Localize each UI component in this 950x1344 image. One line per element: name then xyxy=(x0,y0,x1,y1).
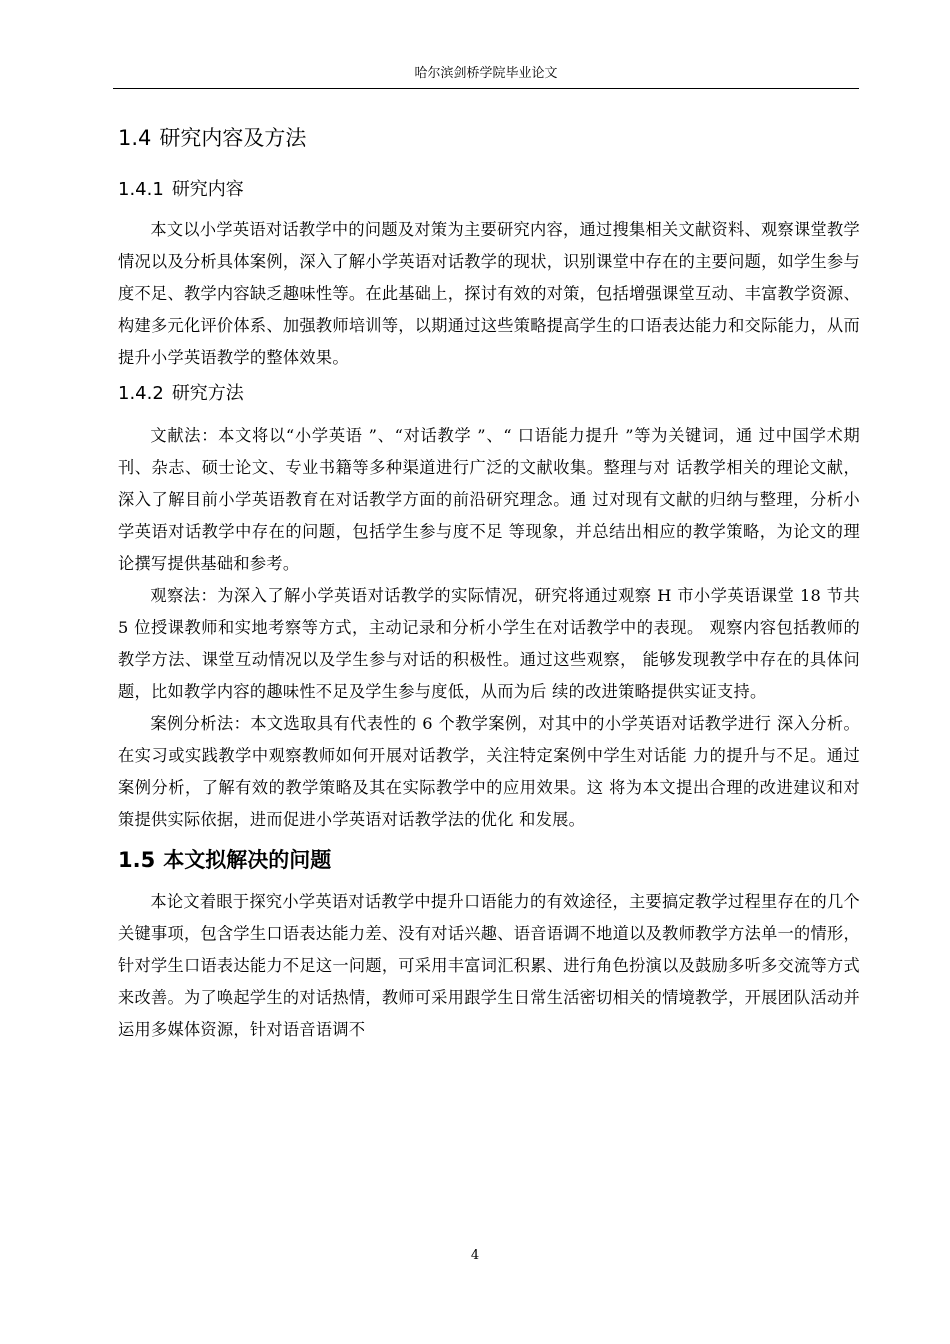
subsection-number: 1.4.1 xyxy=(118,179,164,200)
case-analysis-paragraph: 案例分析法：本文选取具有代表性的 6 个教学案例，对其中的小学英语对话教学进行 深入分析。在实习或实践教学中观察教师如何开展对话教学，关注特定案例中学生对话能 力的提升与不足。通过案例分析，了解有效的教学策略及其在实际教学中的应用效果。这 将为本文提出合理的改进建议和对策提供实际依据，进而促进小学英语对话教学法的优化 和发展。 xyxy=(118,714,860,829)
section-title: 本文拟解决的问题 xyxy=(163,848,332,872)
section-number: 1.5 xyxy=(118,848,156,872)
subsection-heading-1-4-2 xyxy=(118,376,860,412)
subsection-heading-1-4-1 xyxy=(118,172,860,208)
subsection-title: 研究内容 xyxy=(171,179,244,200)
observation-method-paragraph: 观察法：为深入了解小学英语对话教学的实际情况，研究将通过观察 H 市小学英语课堂 18 节共 5 位授课教师和实地考察等方式，主动记录和分析小学生在对话教学中的表现。 观察内容包括教师的教学方法、课堂互动情况以及学生参与对话的积极性。通过这些观察， 能够发现教学中存在的具体问题，比如教学内容的趣味性不足及学生参与度低，从而为后 续的改进策略提供实证支持。 xyxy=(118,586,860,701)
running-header xyxy=(113,60,859,89)
page-number: 4 xyxy=(470,1248,480,1263)
section-heading-1-5 xyxy=(118,840,860,880)
section-number: 1.4 xyxy=(118,126,152,150)
problems-paragraph: 本论文着眼于探究小学英语对话教学中提升口语能力的有效途径，主要搞定教学过程里存在的几个关键事项，包含学生口语表达能力差、没有对话兴趣、语音语调不地道以及教师教学方法单一的情形，针对学生口语表达能力不足这一问题，可采用丰富词汇积累、进行角色扮演以及鼓励多听多交流等方式来改善。为了唤起学生的对话热情，教师可采用跟学生日常生活密切相关的情境教学，开展团队活动并运用多媒体资源，针对语音语调不 xyxy=(118,892,860,1039)
literature-method-paragraph: 文献法：本文将以“小学英语 ”、“对话教学 ”、“ 口语能力提升 ”等为关键词，通 过中国学术期刊、杂志、硕士论文、专业书籍等多种渠道进行广泛的文献收集。整理与对 话教学相关的理论文献，深入了解目前小学英语教育在对话教学方面的前沿研究理念。通 过对现有文献的归纳与整理，分析小学英语对话教学中存在的问题，包括学生参与度不足 等现象，并总结出相应的教学策略，为论文的理论撰写提供基础和参考。 xyxy=(118,426,860,573)
subsection-number: 1.4.2 xyxy=(118,383,164,404)
page-body xyxy=(118,118,860,1046)
subsection-title: 研究方法 xyxy=(171,383,244,404)
section-title: 研究内容及方法 xyxy=(159,126,307,150)
header-title: 哈尔滨剑桥学院毕业论文 xyxy=(414,66,558,81)
page-footer xyxy=(0,1248,950,1263)
section-heading-1-4 xyxy=(118,118,860,158)
research-content-paragraph: 本文以小学英语对话教学中的问题及对策为主要研究内容，通过搜集相关文献资料、观察课堂教学情况以及分析具体案例，深入了解小学英语对话教学的现状，识别课堂中存在的主要问题，如学生参与度不足、教学内容缺乏趣味性等。在此基础上，探讨有效的对策，包括增强课堂互动、丰富教学资源、构建多元化评价体系、加强教师培训等，以期通过这些策略提高学生的口语表达能力和交际能力，从而提升小学英语教学的整体效果。 xyxy=(118,220,860,367)
